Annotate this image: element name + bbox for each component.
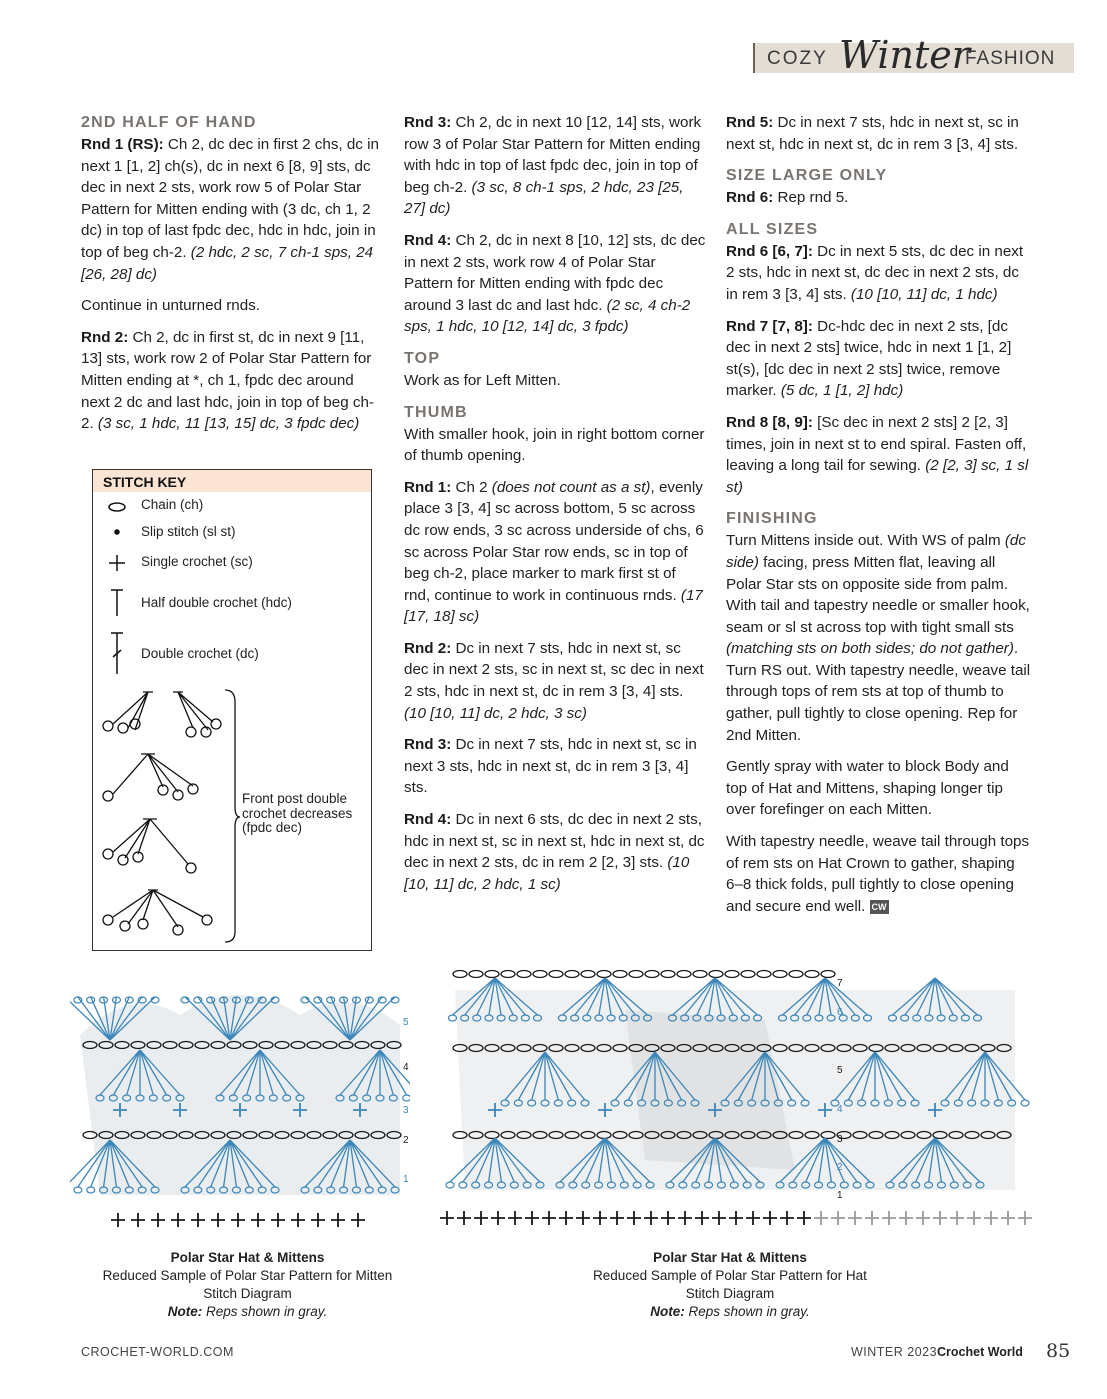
chain-stitch xyxy=(757,971,771,978)
page-number: 85 xyxy=(1046,1340,1071,1362)
column-1 xyxy=(81,112,381,445)
sc-stitch xyxy=(865,1211,879,1225)
sc-stitch xyxy=(331,1213,345,1227)
heading-top: TOP xyxy=(404,349,441,367)
sc-stitch xyxy=(131,1213,145,1227)
footer-website: CROCHET-WORLD.COM xyxy=(81,1345,234,1359)
sc-stitch xyxy=(848,1211,862,1225)
section-banner xyxy=(753,33,1074,77)
rnd3-para: Rnd 3: Ch 2, dc in next 10 [12, 14] sts, work row 3 of Polar Star Pattern for Mitten ending with hdc in top of last fpdc dec, join in top of beg ch-2. (3 sc, 8 ch-1 sps, 2 hdc, 23 [25, 27] dc) xyxy=(404,114,702,218)
sc-stitch xyxy=(797,1211,811,1225)
chain-stitch xyxy=(821,971,835,978)
caption-hat: Polar Star Hat & Mittens Reduced Sample of Polar Star Pattern for Hat Stitch Diagram Note: Reps shown in gray. xyxy=(593,1250,867,1319)
row-number: 1 xyxy=(403,1174,409,1185)
sc-stitch xyxy=(111,1213,125,1227)
continue-para: Continue in unturned rnds. xyxy=(81,297,260,315)
footer-magazine: Crochet World xyxy=(937,1345,1023,1359)
key-half-double: Half double crochet (hdc) xyxy=(141,595,292,610)
chain-stitch xyxy=(613,971,627,978)
sc-stitch xyxy=(916,1211,930,1225)
row-number: 7 xyxy=(837,978,843,989)
sc-stitch xyxy=(746,1211,760,1225)
rnd4-para: Rnd 4: Ch 2, dc in next 8 [10, 12] sts, dc dec in next 2 sts, work row 4 of Polar Star Pattern for Mitten ending with fpdc dec around 3 last dc and last hdc. (2 sc, 4 ch-2 sps, 1 hdc, 10 [12, 14] dc, 3 fpdc) xyxy=(404,231,706,336)
sc-stitch xyxy=(712,1211,726,1225)
hdc-icon xyxy=(111,590,123,616)
rnd7-para: Rnd 7 [7, 8]: Dc-hdc dec in next 2 sts, [dc dec in next 2 sts] twice, hdc in next 1 [1, 2] st(s), [dc dec in next 2 sts] twice, remove marker. (5 dc, 1 [1, 2] hdc) xyxy=(726,317,1012,400)
sc-stitch xyxy=(899,1211,913,1225)
row-number: 5 xyxy=(837,1065,843,1076)
sc-stitch xyxy=(661,1211,675,1225)
chain-icon xyxy=(109,503,125,511)
top-para: Work as for Left Mitten. xyxy=(404,371,561,389)
row-number: 4 xyxy=(837,1104,843,1115)
chain-stitch xyxy=(565,971,579,978)
finishing-para: Turn Mittens inside out. With WS of palm (dc side) facing, press Mitten flat, leaving all Polar Star sts on opposite side from palm. With tail and tapestry needle or smaller hook, seam or sl st across top with tight small sts (matching sts on both sides; do not gather). Turn RS out. With tapestry needle, weave tail through tops of rem sts at top of thumb to gather, pull tightly to close opening. Rep for 2nd Mitten. xyxy=(726,532,1031,744)
blocking-para: Gently spray with water to block Body and top of Hat and Mittens, shaping longer tip over forefinger on each Mitten. xyxy=(726,758,1009,819)
sc-stitch xyxy=(440,1211,454,1225)
stitch-key-title: STITCH KEY xyxy=(93,470,371,492)
chain-stitch xyxy=(453,971,467,978)
sc-stitch xyxy=(610,1211,624,1225)
footer-issue: WINTER 2023 xyxy=(851,1345,938,1359)
column-2 xyxy=(404,112,706,905)
thumb-rnd1-para: Rnd 1: Ch 2 (does not count as a st), evenly place 3 [3, 4] sc across bottom, 5 sc across dc row ends, 3 sc across underside of chs, 6 sc across Polar Star row ends, sc in top of beg ch-2, place marker to mark first st of rnd, continue to work in continuous rnds. (17 [17, 18] sc) xyxy=(404,478,704,626)
sc-stitch xyxy=(351,1213,365,1227)
chain-stitch xyxy=(725,971,739,978)
sc-stitch xyxy=(271,1213,285,1227)
row-number: 6 xyxy=(837,1007,843,1018)
row-number: 1 xyxy=(837,1190,843,1201)
heading-size-large: SIZE LARGE ONLY xyxy=(726,167,888,185)
sc-stitch xyxy=(559,1211,573,1225)
heading-finishing: FINISHING xyxy=(726,510,818,528)
sc-stitch xyxy=(933,1211,947,1225)
dc-icon xyxy=(111,633,123,674)
key-single-crochet: Single crochet (sc) xyxy=(141,554,253,569)
chain-stitch xyxy=(629,971,643,978)
sc-stitch xyxy=(627,1211,641,1225)
thumb-para: With smaller hook, join in right bottom corner of thumb opening. xyxy=(404,425,705,465)
chain-stitch xyxy=(533,971,547,978)
chain-stitch xyxy=(446,1182,454,1188)
sc-stitch xyxy=(882,1211,896,1225)
thumb-rnd3-para: Rnd 3: Dc in next 7 sts, hdc in next st, sc in next 3 sts, hdc in next st, dc in rem 3 [3, 4] sts. xyxy=(404,736,697,797)
sc-stitch xyxy=(950,1211,964,1225)
row-number: 3 xyxy=(403,1105,409,1116)
sc-stitch xyxy=(457,1211,471,1225)
sc-stitch xyxy=(171,1213,185,1227)
chain-stitch xyxy=(581,971,595,978)
sc-stitch xyxy=(644,1211,658,1225)
thumb-rnd2-para: Rnd 2: Dc in next 7 sts, hdc in next st, sc dec in next 2 sts, sc in next st, sc dec in next 2 sts, hdc in next st, dc in rem 3 [3, 4] sts. (10 [10, 11] dc, 2 hdc, 3 sc) xyxy=(404,639,704,722)
sc-stitch xyxy=(491,1211,505,1225)
sc-stitch xyxy=(291,1213,305,1227)
chain-stitch xyxy=(549,971,563,978)
row-number: 4 xyxy=(403,1062,409,1073)
mitten-stitch-diagram xyxy=(70,965,410,1240)
sc-stitch xyxy=(542,1211,556,1225)
chain-stitch xyxy=(693,971,707,978)
heading-all-sizes: ALL SIZES xyxy=(726,220,819,238)
key-double-crochet: Double crochet (dc) xyxy=(141,646,259,661)
row-number: 3 xyxy=(837,1134,843,1145)
chain-stitch xyxy=(789,971,803,978)
sc-stitch xyxy=(780,1211,794,1225)
thumb-rnd4-para: Rnd 4: Dc in next 6 sts, dc dec in next 2 sts, hdc in next st, sc in next st, hdc in next st, dc dec in next 2 sts, dc in rem 2 [2, 3] sts. (10 [10, 11] dc, 2 hdc, 1 sc) xyxy=(404,811,705,893)
chain-stitch xyxy=(805,971,819,978)
sc-stitch xyxy=(763,1211,777,1225)
sc-stitch xyxy=(525,1211,539,1225)
chain-stitch xyxy=(517,971,531,978)
stitch-key xyxy=(92,469,372,951)
sc-stitch xyxy=(831,1211,845,1225)
sc-stitch xyxy=(151,1213,165,1227)
chain-stitch xyxy=(677,971,691,978)
sc-stitch xyxy=(593,1211,607,1225)
chain-stitch xyxy=(87,1187,95,1193)
rnd8-para: Rnd 8 [8, 9]: [Sc dec in next 2 sts] 2 [2, 3] times, join in next st to end spiral. Fasten off, leaving a long tail for sewing. (2 [2, 3] sc, 1 sl st) xyxy=(726,413,1029,496)
chain-stitch xyxy=(709,971,723,978)
sc-stitch xyxy=(508,1211,522,1225)
banner-word-winter: Winter xyxy=(839,33,970,77)
sc-stitch xyxy=(695,1211,709,1225)
column-3 xyxy=(726,112,1032,927)
chain-stitch xyxy=(645,971,659,978)
sc-stitch xyxy=(211,1213,225,1227)
chain-stitch xyxy=(1021,1100,1029,1106)
sc-icon xyxy=(109,555,125,571)
sc-stitch xyxy=(474,1211,488,1225)
crown-para: With tapestry needle, weave tail through tops of rem sts on Hat Crown to gather, shaping 6–8 thick folds, pull tightly to close opening and secure end well. CW xyxy=(726,833,1030,915)
sc-stitch xyxy=(967,1211,981,1225)
large-rnd6-para: Rnd 6: Rep rnd 5. xyxy=(726,189,849,207)
rnd2-para: Rnd 2: Ch 2, dc in first st, dc in next 9 [11, 13] sts, work row 2 of Polar Star Pattern for Mitten ending at *, ch 1, fpdc dec around next 2 dc and last hdc, join in top of beg ch-2. (3 sc, 1 hdc, 11 [13, 15] dc, 3 fpdc dec) xyxy=(81,328,374,433)
chain-stitch xyxy=(661,971,675,978)
heading-2nd-half: 2ND HALF OF HAND xyxy=(81,114,257,131)
row-number: 5 xyxy=(403,1017,409,1028)
sc-stitch xyxy=(191,1213,205,1227)
key-fpdc-dec: Front post double crochet decreases (fpdc dec) xyxy=(242,791,353,835)
chain-stitch xyxy=(485,971,499,978)
key-chain: Chain (ch) xyxy=(141,497,204,512)
chain-stitch xyxy=(501,971,515,978)
row-number: 2 xyxy=(403,1135,409,1146)
heading-thumb: THUMB xyxy=(404,403,468,421)
sc-stitch xyxy=(729,1211,743,1225)
chain-stitch xyxy=(741,971,755,978)
sc-stitch xyxy=(1001,1211,1015,1225)
slip-stitch-icon xyxy=(115,530,119,534)
fpdc-dec-icons xyxy=(103,690,240,942)
sc-stitch xyxy=(984,1211,998,1225)
chain-stitch xyxy=(597,971,611,978)
hat-stitch-diagram xyxy=(435,960,1035,1240)
key-slip-stitch: Slip stitch (sl st) xyxy=(141,524,236,539)
chain-stitch xyxy=(449,1015,457,1021)
sc-stitch xyxy=(231,1213,245,1227)
caption-mitten: Polar Star Hat & Mittens Reduced Sample of Polar Star Pattern for Mitten Stitch Diagram Note: Reps shown in gray. xyxy=(102,1250,393,1319)
sc-stitch xyxy=(814,1211,828,1225)
banner-word-fashion: FASHION xyxy=(965,48,1056,69)
chain-stitch xyxy=(403,1095,410,1101)
thumb-rnd5-para: Rnd 5: Dc in next 7 sts, hdc in next st, sc in next st, hdc in next st, dc in rem 3 [3, 4] sts. xyxy=(726,114,1019,153)
chain-stitch xyxy=(773,971,787,978)
sc-stitch xyxy=(576,1211,590,1225)
rnd1-para: Rnd 1 (RS): Ch 2, dc dec in first 2 chs, dc in next 1 [1, 2] ch(s), dc in next 6 [8, 9] sts, dc dec in next 2 sts, work row 5 of Polar Star Pattern for Mitten ending with (3 dc, ch 1, 2 dc) in top of last fpdc dec, hdc in hdc, join in top of beg ch-2. (2 hdc, 2 sc, 7 ch-1 sps, 24 [26, 28] dc) xyxy=(81,136,379,283)
sc-stitch xyxy=(311,1213,325,1227)
chain-stitch xyxy=(74,1187,82,1193)
banner-word-cozy: COZY xyxy=(767,48,828,69)
sc-stitch xyxy=(251,1213,265,1227)
row-number: 2 xyxy=(837,1162,843,1173)
rnd6-para: Rnd 6 [6, 7]: Dc in next 5 sts, dc dec in next 2 sts, hdc in next st, dc dec in next 2 sts, dc in rem 3 [3, 4] sts. (10 [10, 11] dc, 1 hdc) xyxy=(726,242,1024,303)
sc-stitch xyxy=(678,1211,692,1225)
sc-stitch xyxy=(1018,1211,1032,1225)
cw-end-icon: CW xyxy=(871,901,887,912)
chain-stitch xyxy=(469,971,483,978)
